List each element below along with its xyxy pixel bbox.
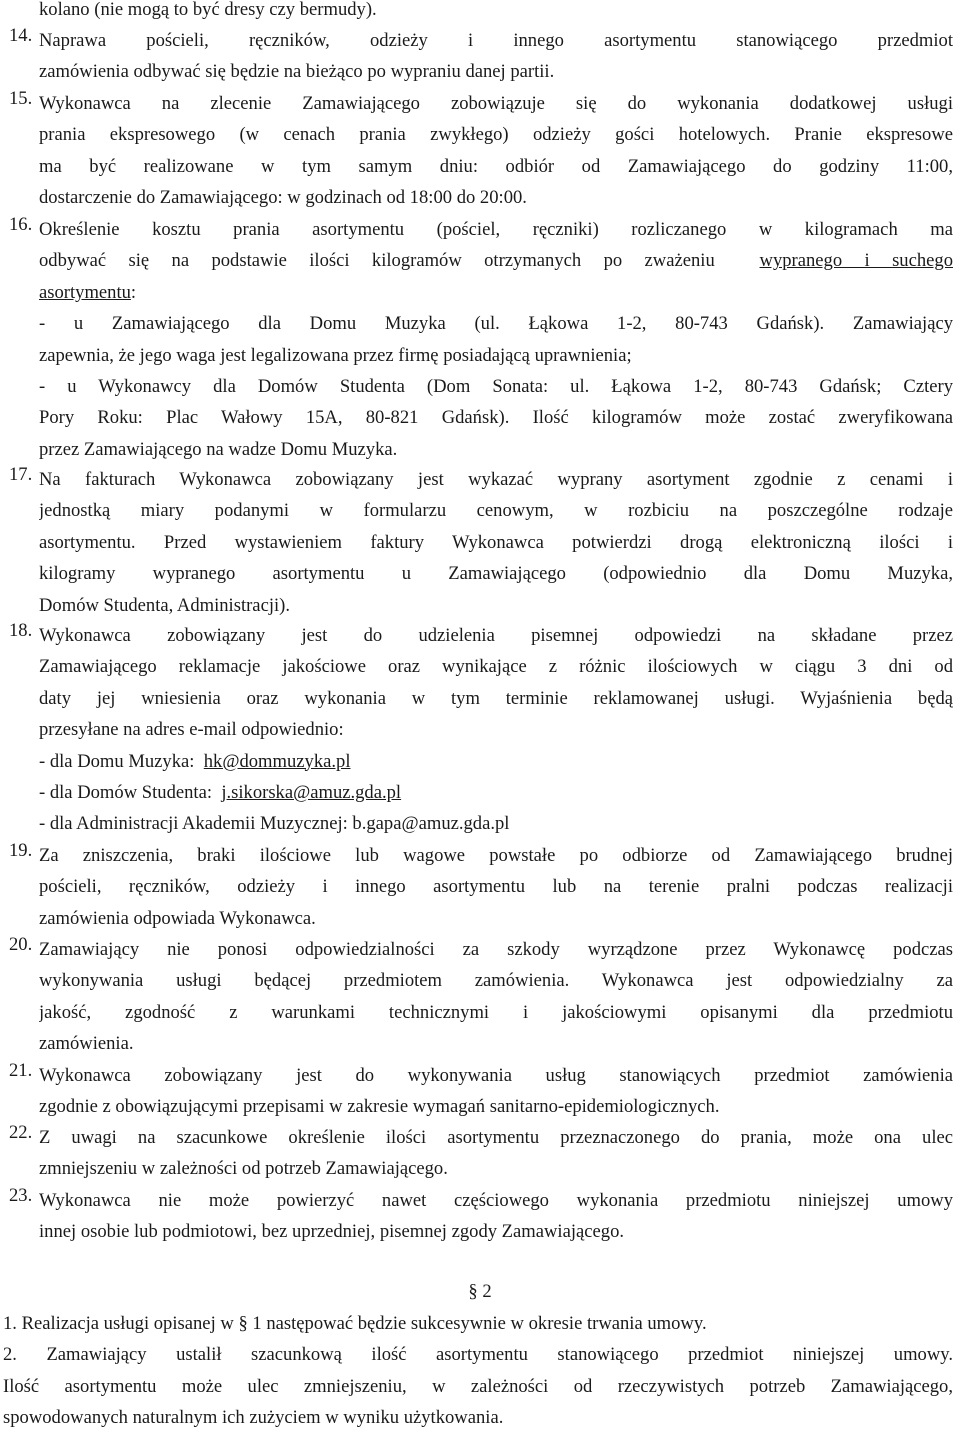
text-line: innej osobie lub podmiotowi, bez uprzedniej, pisemnej zgody Zamawiającego.	[39, 1221, 625, 1243]
text-line: - dla Administracji Akademii Muzycznej: b.gapa@amuz.gda.pl	[39, 813, 510, 835]
list-item-16	[9, 214, 953, 465]
email-link-domy-studenta[interactable]: j.sikorska@amuz.gda.pl	[221, 781, 402, 803]
item-number: 17.	[9, 464, 33, 485]
text-line: przesyłane na adres e-mail odpowiednio:	[39, 719, 344, 741]
text-segment: - dla Domów Studenta:	[39, 781, 217, 803]
text-line: asortymentu. Przed wystawieniem faktury Wykonawca potwierdzi drogą elektroniczną ilości i	[39, 531, 953, 553]
text-line: 1. Realizacja usługi opisanej w § 1 następować będzie sukcesywnie w okresie trwania umowy.	[3, 1313, 707, 1334]
text-line: Domów Studenta, Administracji).	[39, 594, 290, 616]
text-line: przez Zamawiającego na wadze Domu Muzyka.	[39, 438, 398, 460]
text-line: ma być realizowane w tym samym dniu: odbiór od Zamawiającego do godziny 11:00,	[39, 155, 953, 177]
item-number: 22.	[9, 1122, 33, 1143]
text-line: Ilość asortymentu może ulec zmniejszeniu, w zależności od rzeczywistych potrzeb Zamawiającego,	[3, 1375, 953, 1397]
text-line: Z uwagi na szacunkowe określenie ilości asortymentu przeznaczonego do prania, może ona ulec	[39, 1127, 953, 1148]
text-line: 2. Zamawiający ustalił szacunkową ilość asortymentu stanowiącego przedmiot niniejszej umowy.	[3, 1344, 953, 1366]
text-line: Zamawiającego reklamacje jakościowe oraz wynikające z różnic ilościowych w ciągu 3 dni od	[39, 656, 953, 678]
text-line: zamówienia odbywać się będzie na bieżąco po wypraniu danej partii.	[39, 61, 555, 83]
text-line: Na fakturach Wykonawca zobowiązany jest wykazać wyprany asortyment zgodnie z cenami i	[39, 469, 953, 490]
text-line: - u Wykonawcy dla Domów Studenta (Dom Sonata: ul. Łąkowa 1-2, 80-743 Gdańsk; Cztery	[39, 375, 953, 397]
list-item-21	[9, 1060, 953, 1123]
colon: :	[130, 281, 137, 303]
item-number: 21.	[9, 1060, 33, 1081]
list-item-17	[9, 464, 953, 621]
intro-continuation	[9, 0, 953, 25]
text-line: Za zniszczenia, braki ilościowe lub wagowe powstałe po odbiorze od Zamawiającego brudnej	[39, 845, 953, 866]
item-number: 20.	[9, 934, 33, 955]
text-line: - u Zamawiającego dla Domu Muzyka (ul. Łąkowa 1-2, 80-743 Gdańsk). Zamawiający	[39, 313, 953, 335]
text-line: spowodowanych naturalnym ich zużyciem w wyniku użytkowania.	[3, 1407, 504, 1429]
text-segment: odbywać się na podstawie ilości kilogramów otrzymanych po zważeniu	[39, 250, 715, 272]
underlined-text: wypranego i suchego	[759, 250, 953, 272]
item-number: 14.	[9, 25, 33, 46]
text-line: Wykonawca nie może powierzyć nawet częściowego wykonania przedmiotu niniejszej umowy	[39, 1190, 953, 1211]
text-line: dostarczenie do Zamawiającego: w godzinach od 18:00 do 20:00.	[39, 187, 527, 209]
text-line-with-underline	[39, 245, 953, 276]
list-item-22	[9, 1122, 953, 1185]
item-number: 16.	[9, 214, 33, 235]
list-item-19	[9, 840, 953, 934]
text-line: zapewnia, że jego waga jest legalizowana przez firmę posiadającą uprawnienia;	[39, 344, 632, 366]
text-line: jednostką miary podanymi w formularzu cenowym, w rozbiciu na poszczególne rodzaje	[39, 500, 953, 522]
text-line: jakość, zgodność z warunkami technicznymi i jakościowymi opisanymi dla przedmiotu	[39, 1001, 953, 1023]
text-line: pościeli, ręczników, odzieży i innego asortymentu lub na terenie pralni podczas realizacji	[39, 876, 953, 898]
list-item-23	[9, 1185, 953, 1248]
underlined-text: asortymentu	[39, 281, 131, 303]
list-item-15	[9, 88, 953, 214]
text-line: kolano (nie mogą to być dresy czy bermudy).	[39, 0, 377, 20]
list-item-20	[9, 934, 953, 1060]
text-line: Wykonawca zobowiązany jest do udzielenia pisemnej odpowiedzi na składane przez	[39, 625, 953, 646]
text-line	[39, 746, 953, 777]
item-number: 15.	[9, 88, 33, 109]
text-line: zamówienia odpowiada Wykonawca.	[39, 907, 316, 929]
text-line: prania ekspresowego (w cenach prania zwykłego) odzieży gości hotelowych. Pranie ekspresowe	[39, 124, 953, 146]
text-segment: - dla Domu Muzyka:	[39, 750, 200, 772]
section-heading: § 2	[468, 1281, 492, 1302]
text-line: Wykonawca zobowiązany jest do wykonywania usług stanowiących przedmiot zamówienia	[39, 1065, 953, 1086]
text-line: Określenie kosztu prania asortymentu (pościel, ręczniki) rozliczanego w kilogramach ma	[39, 219, 953, 240]
text-line: kilogramy wypranego asortymentu u Zamawiającego (odpowiednio dla Domu Muzyka,	[39, 563, 953, 585]
text-line: Zamawiający nie ponosi odpowiedzialności za szkody wyrządzone przez Wykonawcę podczas	[39, 939, 953, 960]
text-line	[39, 277, 953, 308]
text-line: zgodnie z obowiązującymi przepisami w zakresie wymagań sanitarno-epidemiologicznych.	[39, 1096, 720, 1118]
text-line	[39, 777, 953, 808]
section-2-body	[3, 1308, 953, 1434]
text-line: zmniejszeniu w zależności od potrzeb Zamawiającego.	[39, 1158, 448, 1180]
list-item-14	[9, 25, 953, 88]
text-line: wykonywania usługi będącej przedmiotem zamówienia. Wykonawca jest odpowiedzialny za	[39, 970, 953, 992]
item-number: 18.	[9, 620, 33, 641]
text-line: daty jej wniesienia oraz wykonania w tym terminie reklamowanej usługi. Wyjaśnienia będą	[39, 687, 953, 709]
text-line: Naprawa pościeli, ręczników, odzieży i innego asortymentu stanowiącego przedmiot	[39, 30, 953, 51]
item-number: 23.	[9, 1185, 33, 1206]
item-number: 19.	[9, 840, 33, 861]
email-link-dom-muzyka[interactable]: hk@dommuzyka.pl	[203, 750, 351, 772]
text-line: zamówienia.	[39, 1033, 134, 1055]
list-item-18	[9, 620, 953, 840]
text-line: Wykonawca na zlecenie Zamawiającego zobowiązuje się do wykonania dodatkowej usługi	[39, 93, 953, 114]
text-line: Pory Roku: Plac Wałowy 15A, 80-821 Gdańsk). Ilość kilogramów może zostać zweryfikowana	[39, 407, 953, 429]
